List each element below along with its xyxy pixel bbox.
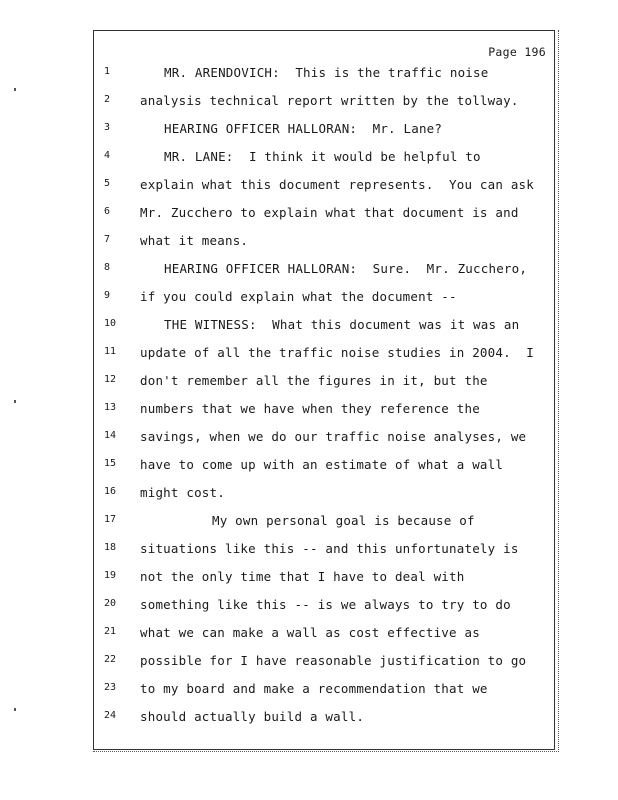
line-number: 8 — [104, 262, 111, 273]
line-number: 18 — [104, 542, 117, 553]
line-number: 22 — [104, 654, 117, 665]
line-number: 5 — [104, 178, 111, 189]
line-number: 2 — [104, 94, 111, 105]
line-number: 6 — [104, 206, 111, 217]
line-number: 1 — [104, 66, 111, 77]
transcript-page — [93, 30, 555, 750]
transcript-line: what it means. — [140, 233, 249, 248]
line-number: 20 — [104, 598, 117, 609]
line-number: 7 — [104, 234, 111, 245]
transcript-line: explain what this document represents. You can ask — [140, 177, 535, 192]
transcript-line: savings, when we do our traffic noise analyses, we — [140, 429, 527, 444]
line-number: 24 — [104, 710, 117, 721]
line-number: 9 — [104, 290, 111, 301]
transcript-line: situations like this -- and this unfortunately is — [140, 541, 519, 556]
transcript-line: possible for I have reasonable justification to go — [140, 653, 527, 668]
line-number: 11 — [104, 346, 117, 357]
page-number: Page 196 — [488, 45, 546, 59]
scan-speck — [14, 708, 16, 711]
transcript-line: something like this -- is we always to try to do — [140, 597, 511, 612]
transcript-line: MR. LANE: I think it would be helpful to — [164, 149, 481, 164]
transcript-line: if you could explain what the document -- — [140, 289, 457, 304]
line-number: 16 — [104, 486, 117, 497]
right-margin-edge — [558, 30, 563, 750]
line-number: 17 — [104, 514, 117, 525]
scan-speck — [14, 400, 16, 403]
line-number: 3 — [104, 122, 111, 133]
transcript-line: update of all the traffic noise studies in 2004. I — [140, 345, 535, 360]
line-number: 23 — [104, 682, 117, 693]
line-number: 4 — [104, 150, 111, 161]
transcript-line: My own personal goal is because of — [212, 513, 475, 528]
transcript-line: should actually build a wall. — [140, 709, 365, 724]
transcript-line: what we can make a wall as cost effective as — [140, 625, 480, 640]
transcript-line: to my board and make a recommendation that we — [140, 681, 488, 696]
line-number: 19 — [104, 570, 117, 581]
transcript-line: might cost. — [140, 485, 225, 500]
transcript-line: analysis technical report written by the tollway. — [140, 93, 519, 108]
transcript-line: don't remember all the figures in it, but the — [140, 373, 488, 388]
transcript-line: MR. ARENDOVICH: This is the traffic noise — [164, 65, 489, 80]
line-number: 14 — [104, 430, 117, 441]
line-number: 13 — [104, 402, 117, 413]
line-number: 21 — [104, 626, 117, 637]
line-number: 15 — [104, 458, 117, 469]
transcript-line: not the only time that I have to deal with — [140, 569, 465, 584]
scan-speck — [14, 88, 16, 91]
transcript-line: THE WITNESS: What this document was it was an — [164, 317, 520, 332]
transcript-line: have to come up with an estimate of what a wall — [140, 457, 504, 472]
transcript-line: HEARING OFFICER HALLORAN: Mr. Lane? — [164, 121, 443, 136]
line-number: 12 — [104, 374, 117, 385]
line-number: 10 — [104, 318, 117, 329]
transcript-line: numbers that we have when they reference the — [140, 401, 480, 416]
transcript-line: HEARING OFFICER HALLORAN: Sure. Mr. Zucchero, — [164, 261, 528, 276]
bottom-margin-edge — [93, 751, 559, 754]
transcript-line: Mr. Zucchero to explain what that document is and — [140, 205, 519, 220]
